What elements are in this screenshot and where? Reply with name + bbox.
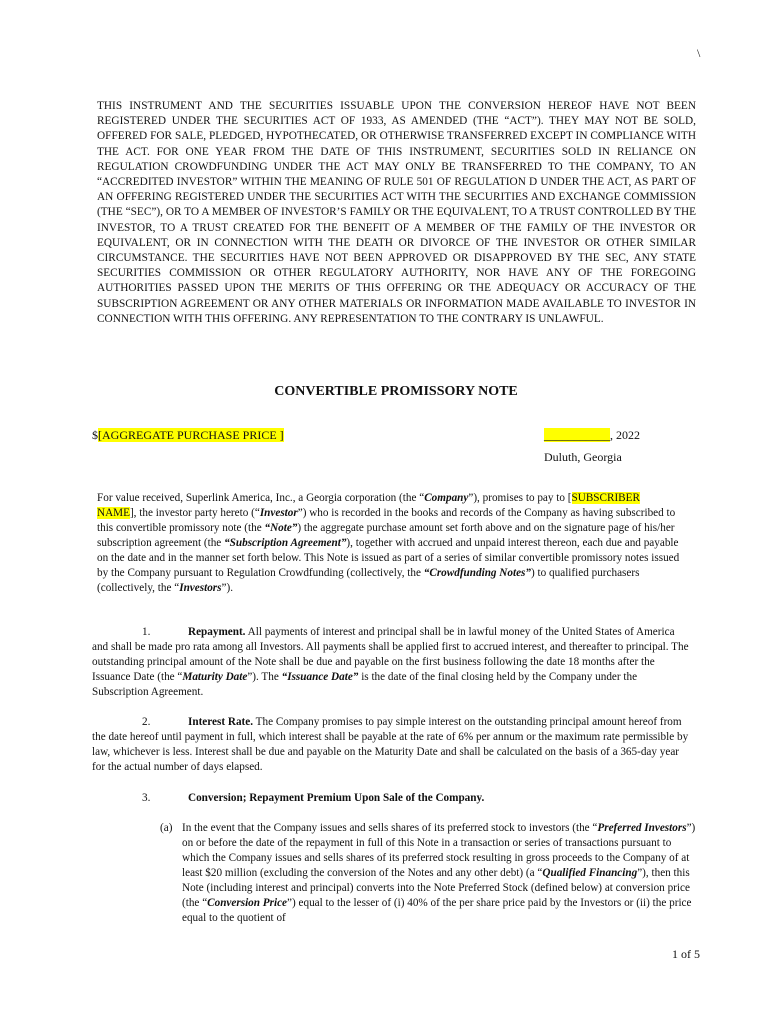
subsection-body: ”) on or before the date of the repayment in full of this Note in a transaction or series of transactions pursuant to which the Company issues and sells shares of its preferred stock resulting in gross proceeds to the Company of at least $20 million (excluding the conversion of the Notes and any other debt) (a “ bbox=[182, 822, 696, 879]
section-heading: Conversion; Repayment Premium Upon Sale of the Company. bbox=[188, 792, 485, 804]
intro-text: ”). bbox=[221, 582, 233, 594]
defined-term-issuance-date: “Issuance Date” bbox=[281, 671, 359, 683]
aggregate-price-line bbox=[92, 428, 284, 443]
securities-legend: THIS INSTRUMENT AND THE SECURITIES ISSUABLE UPON THE CONVERSION HEREOF HAVE NOT BEEN REGISTERED UNDER THE SECURITIES ACT OF 1933, AS AMENDED (THE “ACT”). THEY MAY NOT BE SOLD, OFFERED FOR SALE, PLEDGED, HYPOTHECATED, OR OTHERWISE TRANSFERRED EXCEPT IN COMPLIANCE WITH THE ACT. FOR ONE YEAR FROM THE DATE OF THIS INSTRUMENT, SECURITIES SOLD IN RELIANCE ON REGULATION CROWDFUNDING UNDER THE ACT MAY ONLY BE TRANSFERRED TO THE COMPANY, TO AN “ACCREDITED INVESTOR” WITHIN THE MEANING OF RULE 501 OF REGULATION D UNDER THE ACT, AS PART OF AN OFFERING REGISTERED UNDER THE SECURITIES ACT WITH THE SECURITIES AND EXCHANGE COMMISSION (THE “SEC”), OR TO A MEMBER OF INVESTOR’S FAMILY OR THE EQUIVALENT, TO A TRUST CONTROLLED BY THE INVESTOR, TO A TRUST CREATED FOR THE BENEFIT OF A MEMBER OF THE FAMILY OF THE INVESTOR OR EQUIVALENT, OR IN CONNECTION WITH THE DEATH OR DIVORCE OF THE INVESTOR OR OTHER SIMILAR CIRCUMSTANCE. THE SECURITIES HAVE NOT BEEN APPROVED OR DISAPPROVED BY THE SEC, ANY STATE SECURITIES COMMISSION OR OTHER REGULATORY AUTHORITY, NOR HAVE ANY OF THE FOREGOING AUTHORITIES PASSED UPON THE MERITS OF THIS OFFERING OR THE ADEQUACY OR ACCURACY OF THE SUBSCRIPTION AGREEMENT OR ANY OTHER MATERIALS OR INFORMATION MADE AVAILABLE TO INVESTOR IN CONNECTION WITH THIS OFFERING. ANY REPRESENTATION TO THE CONTRARY IS UNLAWFUL. bbox=[97, 100, 696, 325]
corner-mark: \ bbox=[697, 46, 701, 60]
place-line: Duluth, Georgia bbox=[544, 450, 622, 464]
section-repayment bbox=[92, 625, 692, 700]
intro-text: ”) who is recorded in the books and records of the Company as having subscribed to this convertible promissory note (the bbox=[97, 507, 676, 534]
defined-term-investors: Investors bbox=[179, 582, 222, 594]
intro-paragraph bbox=[97, 491, 680, 596]
date-line bbox=[544, 428, 640, 443]
defined-term-crowdfunding-notes: “Crowdfunding Notes” bbox=[423, 567, 532, 579]
subsection-body: ”) equal to the lesser of (i) 40% of the per share price paid by the Investors or (ii) the price equal to the quotient of bbox=[182, 897, 692, 924]
section-text: All payments of interest and principal shall be in lawful money of the United States of America and shall be made pro rata among all Investors. All payments shall be applied first to accrued interest, and thereafter to principal. The outstanding principal amount of the Note shall be due and payable on the first business following the date 18 months after the Issuance Date (the “ bbox=[92, 626, 689, 683]
section-text: The Company promises to pay simple interest on the outstanding principal amount hereof from the date hereof until payment in full, which interest shall be payable at the rate of 6% per annum or the maximum rate permissible by law, whichever is less. Interest shall be due and payable on the Maturity Date and shall be calculated on the basis of a 365-day year for the actual number of days elapsed. bbox=[92, 716, 689, 773]
defined-term-investor: Investor bbox=[259, 507, 298, 519]
intro-text: ”), promises to pay to bbox=[468, 492, 568, 504]
section-conversion bbox=[92, 791, 692, 806]
document-title: CONVERTIBLE PROMISSORY NOTE bbox=[274, 384, 518, 399]
defined-term-qualified-financing: Qualified Financing bbox=[542, 867, 638, 879]
intro-text: ) to qualified purchasers (collectively, the “ bbox=[97, 567, 640, 594]
intro-text: ) the aggregate purchase amount set forth above and on the signature page of his/her subscription agreement (the bbox=[97, 522, 675, 549]
intro-text: For value received, Superlink America, Inc., a Georgia corporation (the “ bbox=[97, 492, 425, 504]
page-number: 1 of 5 bbox=[672, 947, 700, 961]
subsection-body: ”), then this Note (including interest and principal) converts into the Note Preferred Stock (defined below) at conversion price (the “ bbox=[182, 867, 690, 909]
intro-text: ], the investor party hereto (“ bbox=[129, 507, 260, 519]
section-text: is the date of the final closing held by the Company under the Subscription Agreement. bbox=[92, 671, 638, 698]
defined-term-conversion-price: Conversion Price bbox=[207, 897, 288, 909]
date-blank: ___________ bbox=[544, 428, 610, 442]
price-prefix: $ bbox=[92, 428, 98, 442]
section-interest-rate bbox=[92, 715, 692, 775]
intro-text: ), together with accrued and unpaid interest thereon, each due and payable on the date and in the manner set forth below. This Note is issued as part of a series of similar convertible promissory notes issued by the Company pursuant to Regulation Crowdfunding (collectively, the bbox=[97, 537, 680, 579]
date-year: , 2022 bbox=[610, 428, 640, 442]
aggregate-price-placeholder: [AGGREGATE PURCHASE PRICE ] bbox=[98, 428, 284, 442]
subsection-text bbox=[182, 821, 700, 926]
section-heading: Interest Rate. bbox=[188, 716, 254, 728]
section-heading: Repayment. bbox=[188, 626, 246, 638]
subscriber-name-placeholder: SUBSCRIBER NAME bbox=[97, 492, 640, 519]
defined-term-company: Company bbox=[424, 492, 469, 504]
section-text: ”). The bbox=[247, 671, 282, 683]
section-number: 3. bbox=[142, 792, 151, 804]
defined-term-subscription-agreement: “Subscription Agreement” bbox=[224, 537, 347, 549]
defined-term-note: “Note” bbox=[264, 522, 298, 534]
defined-term-preferred-investors: Preferred Investors bbox=[597, 822, 687, 834]
defined-term-maturity-date: Maturity Date bbox=[182, 671, 248, 683]
intro-text: [ bbox=[567, 492, 572, 504]
section-number: 2. bbox=[142, 716, 151, 728]
subsection-label: (a) bbox=[160, 822, 173, 834]
subsection-body: In the event that the Company issues and sells shares of its preferred stock to investors (the “ bbox=[182, 822, 598, 834]
section-number: 1. bbox=[142, 626, 151, 638]
